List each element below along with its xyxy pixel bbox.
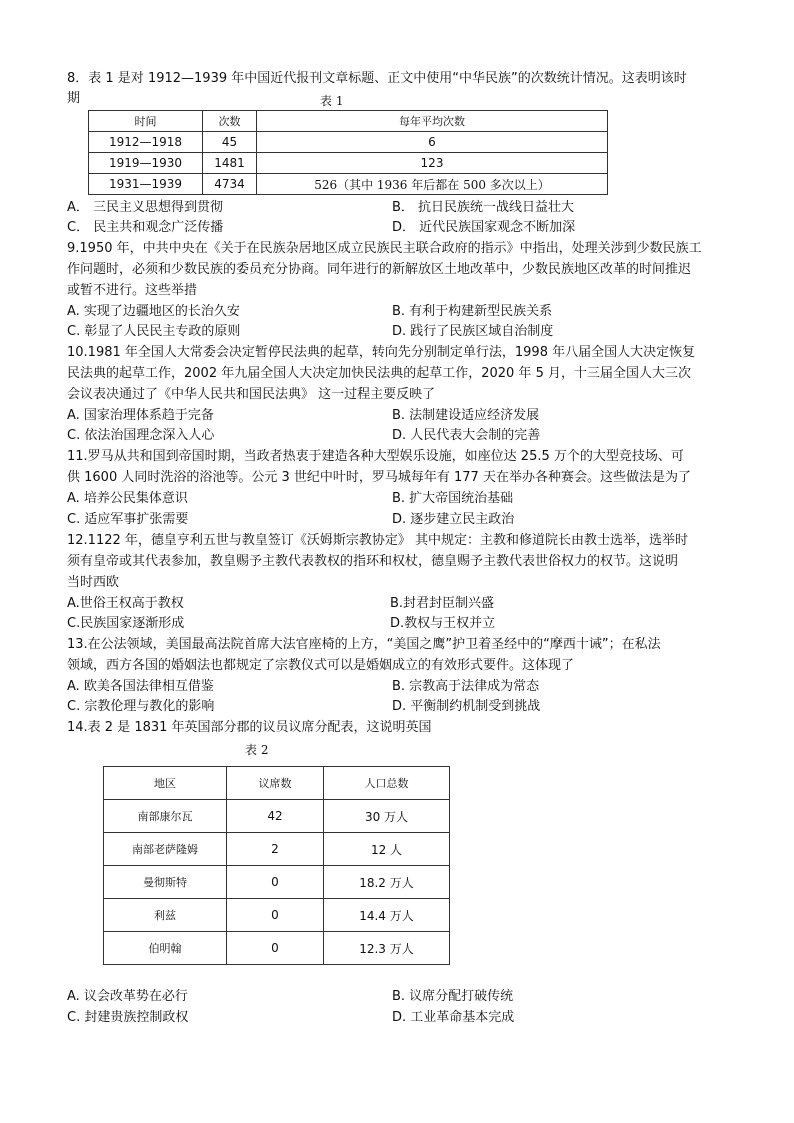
table-cell: 45 [203, 132, 257, 153]
table-header-cell: 时间 [89, 111, 203, 132]
table-cell: 0 [227, 932, 324, 965]
table-cell: 1931—1939 [89, 174, 203, 195]
table-cell: 利兹 [104, 899, 227, 932]
table-header-cell: 人口总数 [324, 767, 450, 800]
q9-stem-line2: 作问题时，必须和少数民族的委员充分协商。同年进行的新解放区土地改革中，少数民族地区改革的时间推迟 [67, 262, 692, 277]
q14-option-a[interactable]: A. 议会改革势在必行 [67, 989, 188, 1004]
q10-option-a[interactable]: A. 国家治理体系趋于完备 [67, 408, 214, 423]
table-cell: 1919—1930 [89, 153, 203, 174]
table-cell: 0 [227, 899, 324, 932]
q14-option-b[interactable]: B. 议席分配打破传统 [392, 989, 514, 1004]
table-cell: 42 [227, 800, 324, 833]
table-row [89, 153, 608, 174]
table-cell: 0 [227, 866, 324, 899]
q11-option-c[interactable]: C. 适应军事扩张需要 [67, 512, 189, 527]
table-cell: 曼彻斯特 [104, 866, 227, 899]
q12-option-d[interactable]: D.教权与王权并立 [390, 616, 496, 631]
table-row [104, 866, 450, 899]
table-header-row [104, 767, 450, 800]
q9-stem-line1: 9.1950 年，中共中央在《关于在民族杂居地区成立民族民主联合政府的指示》中指出，处理关涉到少数民族工 [67, 241, 702, 256]
q10-option-b[interactable]: B. 法制建设适应经济发展 [392, 408, 540, 423]
q9-stem-line3: 或暂不进行。这些举措 [67, 283, 198, 298]
q8-stem-line2: 期 [67, 91, 81, 106]
table-cell: 伯明翰 [104, 932, 227, 965]
q14-option-c[interactable]: C. 封建贵族控制政权 [67, 1010, 189, 1025]
q13-option-d[interactable]: D. 平衡制约机制受到挑战 [392, 699, 541, 714]
table-cell: 6 [257, 132, 608, 153]
table-cell: 4734 [203, 174, 257, 195]
q11-option-d[interactable]: D. 逐步建立民主政治 [392, 512, 515, 527]
table-cell: 南部康尔瓦 [104, 800, 227, 833]
table-cell: 18.2 万人 [324, 866, 450, 899]
table-header-cell: 议席数 [227, 767, 324, 800]
table-cell: 1481 [203, 153, 257, 174]
table-cell: 1912—1918 [89, 132, 203, 153]
table-cell: 30 万人 [324, 800, 450, 833]
table-cell: 123 [257, 153, 608, 174]
table-row [104, 833, 450, 866]
q8-option-b[interactable]: B． 抗日民族统一战线日益壮大 [392, 200, 575, 215]
table-cell: 526（其中 1936 年后都在 500 多次以上） [257, 174, 608, 195]
table1-caption: 表 1 [320, 94, 344, 108]
table-cell: 2 [227, 833, 324, 866]
table-row [89, 132, 608, 153]
q8-option-c[interactable]: C． 民主共和观念广泛传播 [67, 220, 224, 235]
q8-stem-line1: 8．表 1 是对 1912—1939 年中国近代报刊文章标题、正文中使用“中华民族”的次数统计情况。这表明该时 [67, 71, 687, 86]
q13-option-b[interactable]: B. 宗教高于法律成为常态 [392, 679, 540, 694]
q11-stem-line1: 11.罗马从共和国到帝国时期，当政者热衷于建造各种大型娱乐设施，如座位达 25.5 万个的大型竞技场、可 [67, 449, 684, 464]
q10-stem-line1: 10.1981 年全国人大常委会决定暂停民法典的起草，转向先分别制定单行法，1998 年八届全国人大决定恢复 [67, 345, 696, 360]
q12-option-b[interactable]: B.封君封臣制兴盛 [390, 596, 495, 611]
q9-option-c[interactable]: C. 彰显了人民民主专政的原则 [67, 324, 241, 339]
q12-stem-line1: 12.1122 年，德皇亨利五世与教皇签订《沃姆斯宗教协定》 其中规定：主教和修道院长由教士选举，选举时 [67, 533, 689, 548]
q8-option-d[interactable]: D． 近代民族国家观念不断加深 [392, 220, 576, 235]
table-cell: 12 人 [324, 833, 450, 866]
q9-option-b[interactable]: B. 有利于构建新型民族关系 [392, 304, 553, 319]
table-row [104, 899, 450, 932]
table-1 [88, 110, 608, 195]
q9-option-a[interactable]: A. 实现了边疆地区的长治久安 [67, 304, 240, 319]
q11-option-b[interactable]: B. 扩大帝国统治基础 [392, 491, 514, 506]
table-row [104, 932, 450, 965]
q9-option-d[interactable]: D. 践行了民族区域自治制度 [392, 324, 554, 339]
table-cell: 南部老萨隆姆 [104, 833, 227, 866]
q13-option-c[interactable]: C. 宗教伦理与教化的影响 [67, 699, 215, 714]
q8-option-a[interactable]: A． 三民主义思想得到贯彻 [67, 200, 224, 215]
table-row [104, 800, 450, 833]
table-header-cell: 地区 [104, 767, 227, 800]
q12-option-c[interactable]: C.民族国家逐渐形成 [67, 616, 185, 631]
q14-option-d[interactable]: D. 工业革命基本完成 [392, 1010, 515, 1025]
q12-option-a[interactable]: A.世俗王权高于教权 [67, 596, 184, 611]
q10-stem-line2: 民法典的起草工作，2002 年九届全国人大决定加快民法典的起草工作，2020 年 5 月，十三届全国人大三次 [67, 366, 691, 381]
table-header-cell: 次数 [203, 111, 257, 132]
q14-stem: 14.表 2 是 1831 年英国部分郡的议员议席分配表，这说明英国 [67, 720, 432, 735]
q13-stem-line2: 领域，西方各国的婚姻法也都规定了宗教仪式可以是婚姻成立的有效形式要件。这体现了 [67, 658, 575, 673]
q12-stem-line2: 须有皇帝或其代表参加，教皇赐予主教代表教权的指环和权杖，德皇赐予主教代表世俗权力的权节。这说明 [67, 554, 679, 569]
table-row [89, 174, 608, 195]
table2-caption: 表 2 [245, 743, 269, 757]
q10-stem-line3: 会议表决通过了《中华人民共和国民法典》 这一过程主要反映了 [67, 387, 436, 402]
table-2 [103, 766, 450, 965]
q10-option-d[interactable]: D. 人民代表大会制的完善 [392, 428, 541, 443]
q11-option-a[interactable]: A. 培养公民集体意识 [67, 491, 188, 506]
table-cell: 14.4 万人 [324, 899, 450, 932]
table-header-cell: 每年平均次数 [257, 111, 608, 132]
table-header-row [89, 111, 608, 132]
q13-stem-line1: 13.在公法领域，美国最高法院首席大法官座椅的上方，“美国之鹰”护卫着圣经中的“摩西十诫”；在私法 [67, 637, 661, 652]
table-cell: 12.3 万人 [324, 932, 450, 965]
q11-stem-line2: 供 1600 人同时洗浴的浴池等。公元 3 世纪中叶时，罗马城每年有 177 天在举办各种赛会。这些做法是为了 [67, 470, 691, 485]
q13-option-a[interactable]: A. 欧美各国法律相互借鉴 [67, 679, 214, 694]
q10-option-c[interactable]: C. 依法治国理念深入人心 [67, 428, 215, 443]
q12-stem-line3: 当时西欧 [67, 575, 120, 590]
